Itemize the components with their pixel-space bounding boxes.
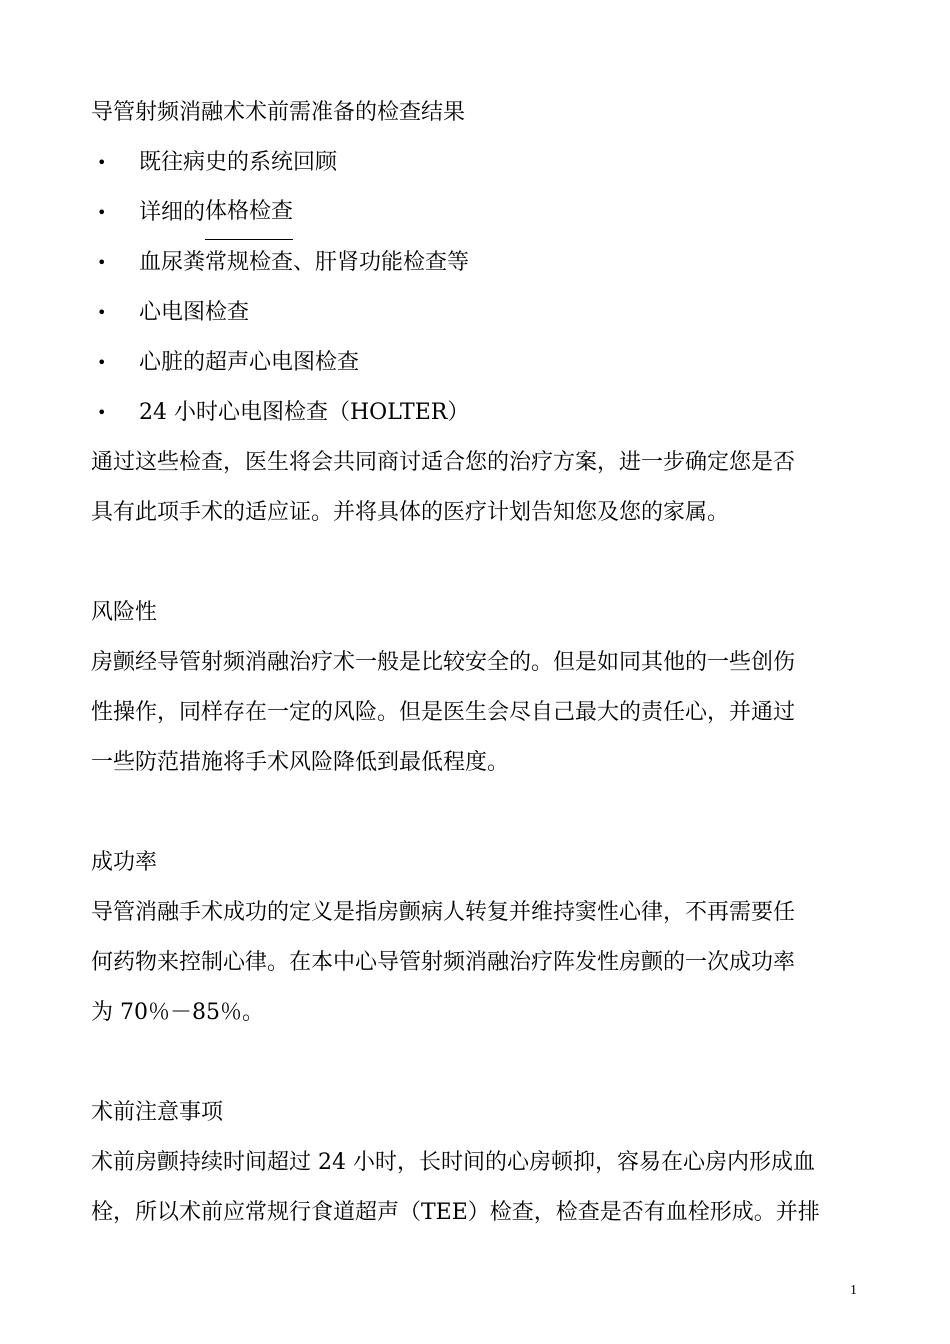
paragraph-line: 导管消融手术成功的定义是指房颤病人转复并维持窦性心律，不再需要任 [91, 900, 796, 925]
list-item [91, 288, 861, 338]
list-item-text-prefix: 详细的 [139, 200, 206, 225]
paragraph-line: 性操作，同样存在一定的风险。但是医生会尽自己最大的责任心，并通过 [91, 700, 796, 725]
paragraph-line: 具有此项手术的适应证。并将具体的医疗计划告知您及您的家属。 [91, 500, 730, 525]
paragraph-gap [91, 1038, 861, 1088]
list-item-underlined-text: 体格检查 [205, 187, 293, 240]
page-number: 1 [850, 1283, 857, 1298]
section-heading-preop-notes: 术前注意事项 [91, 1100, 224, 1125]
bullet-icon: • [97, 403, 107, 422]
paragraph-line: 栓，所以术前应常规行食道超声（TEE）检查，检查是否有血栓形成。并排 [91, 1200, 820, 1225]
paragraph-line: 术前房颤持续时间超过 24 小时，长时间的心房顿抑，容易在心房内形成血 [91, 1150, 815, 1175]
list-item [91, 238, 861, 288]
list-item-text: 心脏的超声心电图检查 [139, 350, 360, 375]
document-page [91, 88, 861, 1238]
list-item-text: 血尿粪常规检查、肝肾功能检查等 [139, 250, 470, 275]
paragraph-gap [91, 538, 861, 588]
section-heading-risk: 风险性 [91, 600, 158, 625]
paragraph-line: 为 70％－85％。 [91, 1000, 264, 1025]
bullet-icon: • [97, 153, 107, 172]
list-item-text: 既往病史的系统回顾 [139, 150, 338, 175]
bullet-icon: • [97, 203, 107, 222]
paragraph-gap [91, 788, 861, 838]
section-heading-success-rate: 成功率 [91, 850, 158, 875]
bullet-icon: • [97, 303, 107, 322]
list-item [91, 188, 861, 238]
paragraph-line: 房颤经导管射频消融治疗术一般是比较安全的。但是如同其他的一些创伤 [91, 650, 796, 675]
bullet-icon: • [97, 253, 107, 272]
list-item [91, 388, 861, 438]
list-item [91, 338, 861, 388]
paragraph-line: 何药物来控制心律。在本中心导管射频消融治疗阵发性房颤的一次成功率 [91, 950, 796, 975]
list-item [91, 138, 861, 188]
bullet-icon: • [97, 353, 107, 372]
list-item-text: 24 小时心电图检查（HOLTER） [139, 400, 470, 425]
section-heading-preop-tests: 导管射频消融术术前需准备的检查结果 [91, 100, 466, 125]
list-item-text: 心电图检查 [139, 300, 250, 325]
paragraph-line: 通过这些检查，医生将会共同商讨适合您的治疗方案，进一步确定您是否 [91, 450, 796, 475]
paragraph-line: 一些防范措施将手术风险降低到最低程度。 [91, 750, 510, 775]
